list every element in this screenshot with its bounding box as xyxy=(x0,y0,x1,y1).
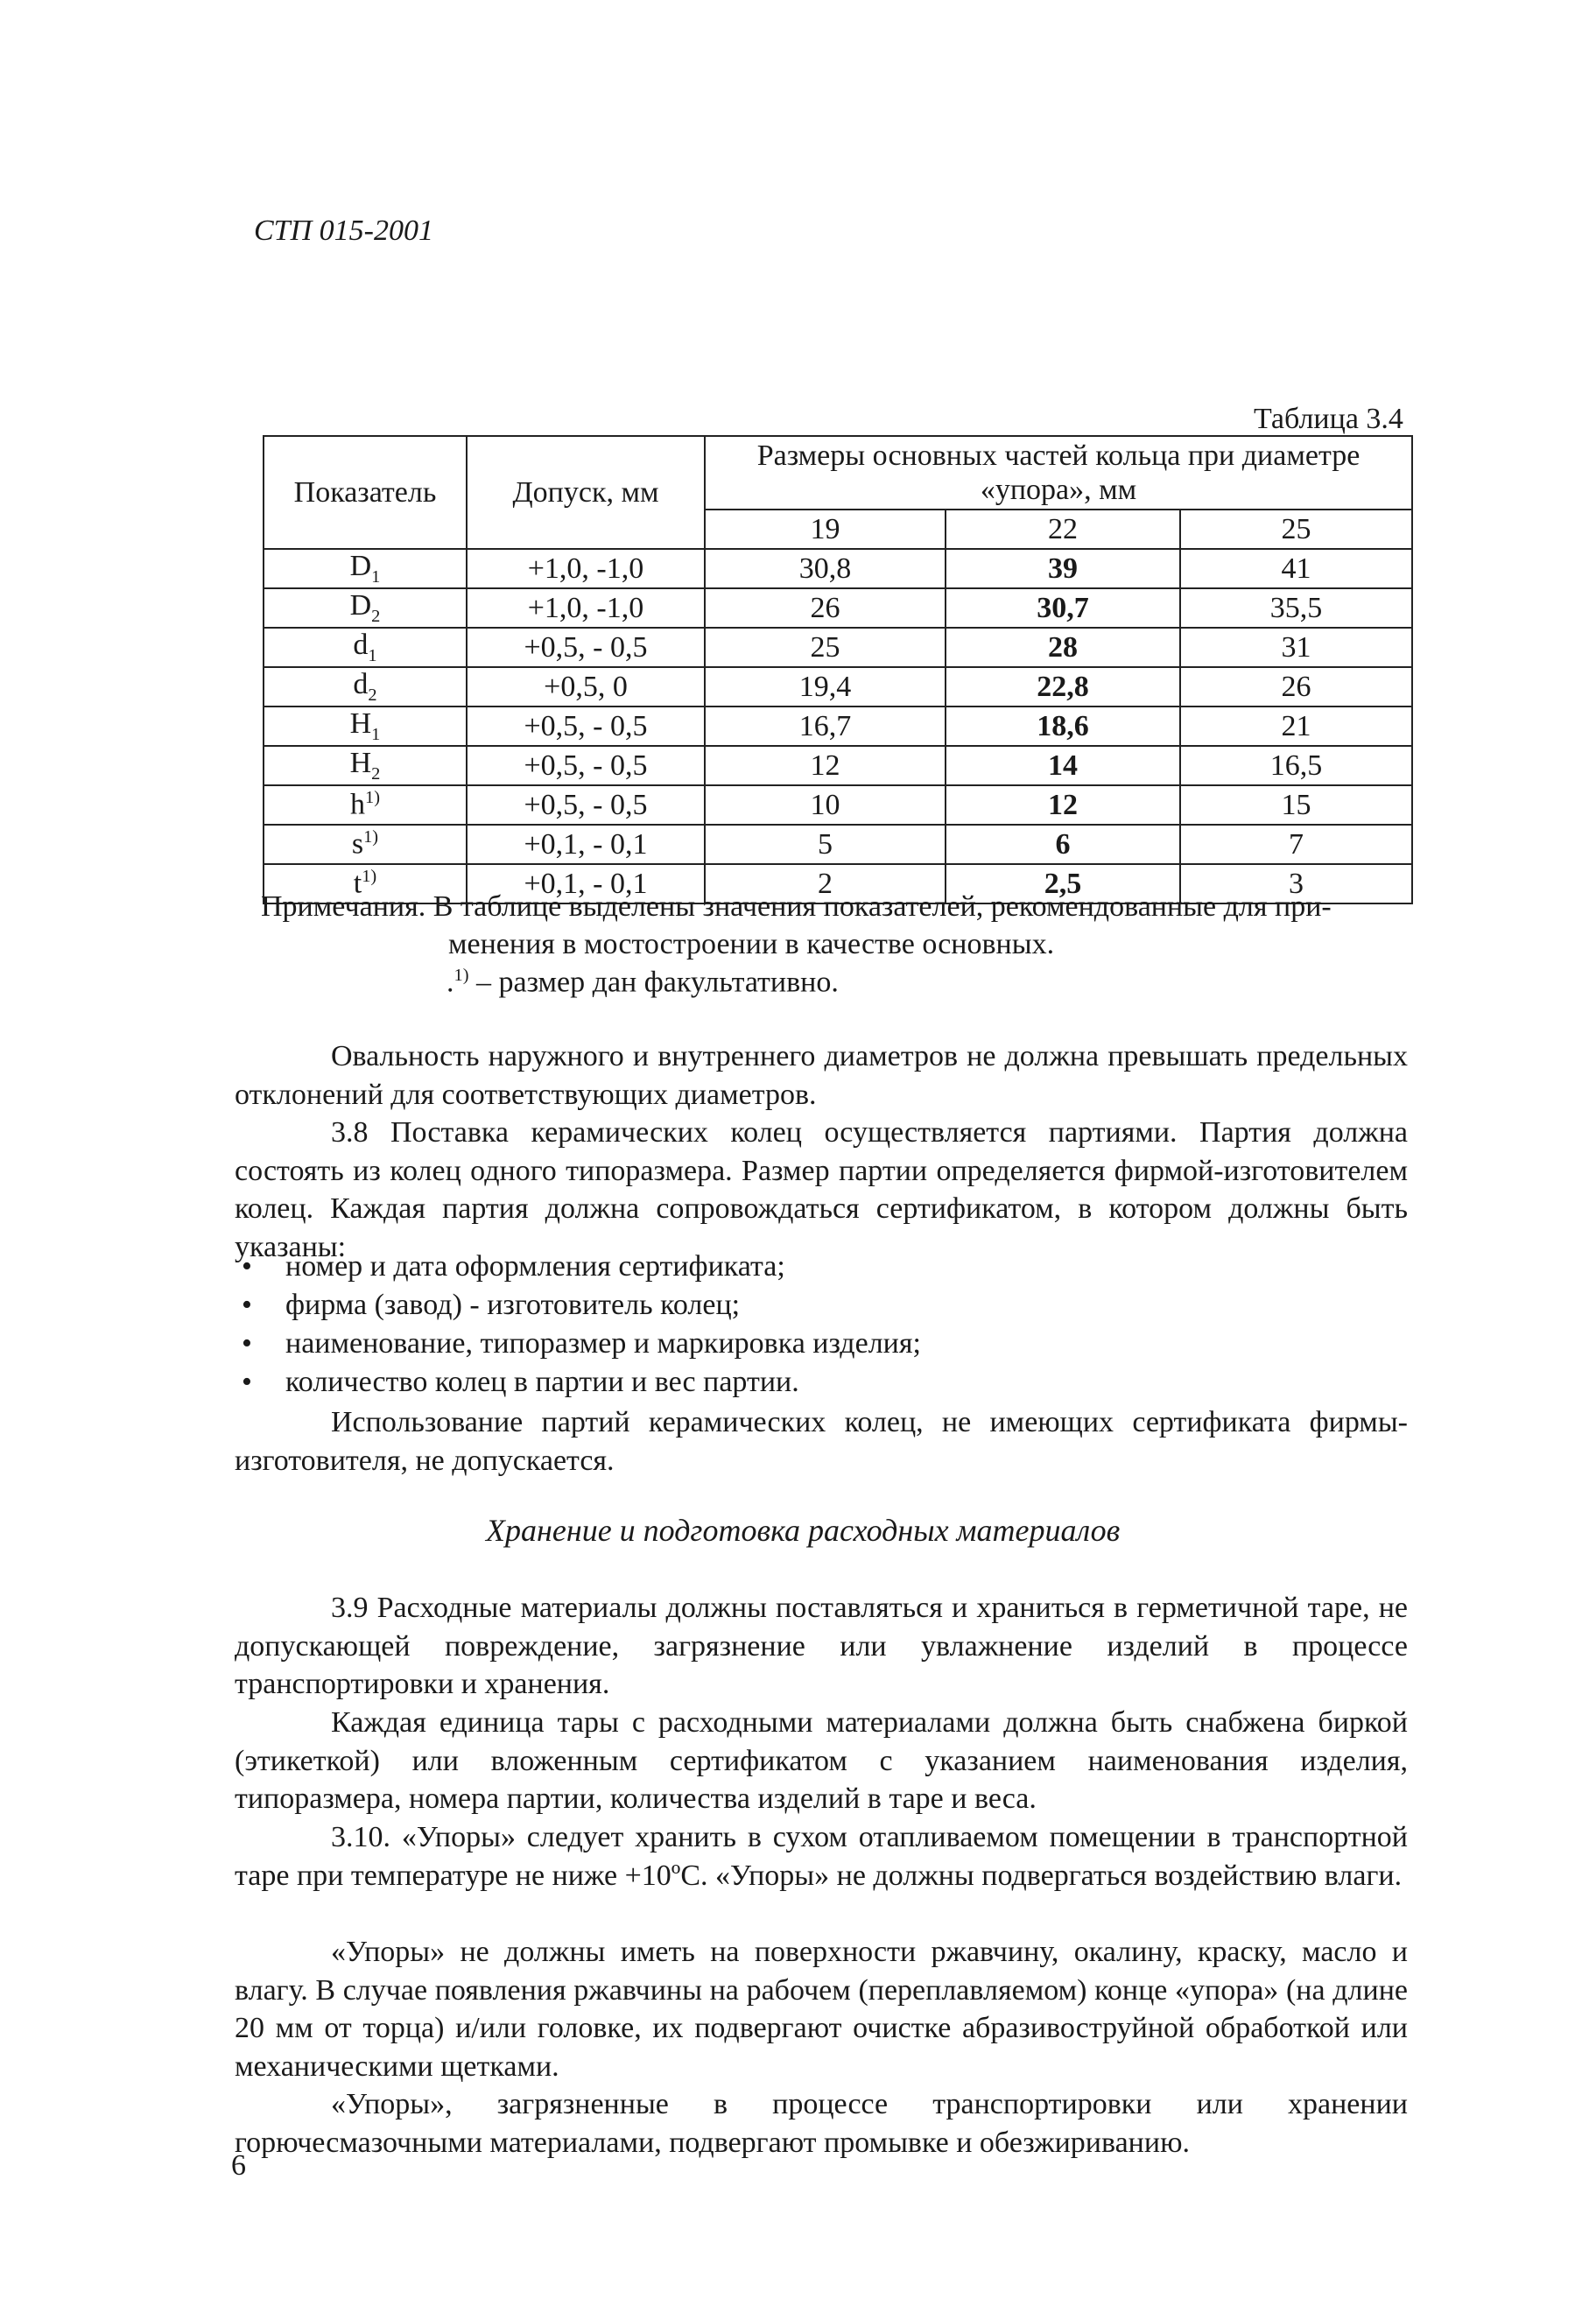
paragraph-container-labeling: Каждая единица тары с расходными материалами должна быть снабжена биркой (этикеткой) или вложенным сертификатом с указанием наименования изделия, типоразмера, номера партии, количества изделий в таре и веса. xyxy=(235,1706,1408,1815)
cell-value-19: 10 xyxy=(705,785,946,825)
cell-tolerance: +0,1, - 0,1 xyxy=(467,864,705,903)
table-row xyxy=(264,588,1412,628)
paragraph-contaminated-stops: «Упоры», загрязненные в процессе транспортировки или хранении горючесмазочными материалами, подвергают промывке и обезжириванию. xyxy=(235,2088,1408,2159)
cell-value-25: 31 xyxy=(1180,628,1412,667)
cell-value-25: 15 xyxy=(1180,785,1412,825)
header-diameter-19: 19 xyxy=(705,510,946,549)
list-item: • номер и дата оформления сертификата; xyxy=(235,1248,921,1286)
cell-tolerance: +1,0, -1,0 xyxy=(467,549,705,588)
cell-indicator: $d_1$ xyxy=(264,628,467,667)
certificate-requirements-list xyxy=(235,1248,921,1402)
cell-value-22: 6 xyxy=(946,825,1180,864)
footnote-prefix: . xyxy=(446,966,454,999)
cell-value-19: 26 xyxy=(705,588,946,628)
cell-tolerance: +0,5, - 0,5 xyxy=(467,746,705,785)
cell-value-19: 16,7 xyxy=(705,707,946,746)
table-caption: Таблица 3.4 xyxy=(1254,403,1403,435)
cell-indicator: $H_2$ xyxy=(264,746,467,785)
paragraph-3-10: 3.10. «Упоры» следует хранить в сухом отапливаемом помещении в транспортной таре при температуре не ниже +10ºС. «Упоры» не должны подвергаться воздействию влаги. xyxy=(235,1821,1408,1892)
header-tolerance: Допуск, мм xyxy=(467,436,705,549)
cell-value-22: 28 xyxy=(946,628,1180,667)
table-header-row xyxy=(264,436,1412,510)
cell-value-25: 41 xyxy=(1180,549,1412,588)
cell-value-25: 16,5 xyxy=(1180,746,1412,785)
cell-value-25: 21 xyxy=(1180,707,1412,746)
cell-indicator: $D_2$ xyxy=(264,588,467,628)
footnote-marker: 1) xyxy=(453,966,469,985)
cell-value-22: 12 xyxy=(946,785,1180,825)
table-row xyxy=(264,746,1412,785)
cell-value-25: 3 xyxy=(1180,864,1412,903)
cell-value-25: 35,5 xyxy=(1180,588,1412,628)
header-dimensions-group: Размеры основных частей кольца при диаметре «упора», мм xyxy=(705,436,1412,510)
cell-value-19: 5 xyxy=(705,825,946,864)
cell-indicator: $s^{1)}$ xyxy=(264,825,467,864)
cell-value-19: 30,8 xyxy=(705,549,946,588)
paragraph-stops-surface: «Упоры» не должны иметь на поверхности ржавчину, окалину, краску, масло и влагу. В случае появления ржавчины на рабочем (переплавляемом) конце «упора» (на длине 20 мм от торца) и/или головке, их подвергают очистке абразивоструйной обработкой или механическими щетками. xyxy=(235,1936,1408,2083)
paragraph-ovality: Овальность наружного и внутреннего диаметров не должна превышать предельных отклонений для соответствующих диаметров. xyxy=(235,1040,1408,1111)
cell-tolerance: +0,5, - 0,5 xyxy=(467,628,705,667)
paragraph-uncertified: Использование партий керамических колец, не имеющих сертификата фирмы-изготовителя, не допускается. xyxy=(235,1406,1408,1477)
cell-value-19: 25 xyxy=(705,628,946,667)
cell-value-25: 26 xyxy=(1180,667,1412,707)
table-row xyxy=(264,628,1412,667)
table-row xyxy=(264,667,1412,707)
notes-line-2: менения в мостостроении в качестве основных. xyxy=(448,928,1055,960)
cell-tolerance: +0,5, 0 xyxy=(467,667,705,707)
cell-value-22: 14 xyxy=(946,746,1180,785)
cell-value-22: 39 xyxy=(946,549,1180,588)
table-row xyxy=(264,707,1412,746)
footnote-text: – размер дан факультативно. xyxy=(468,966,839,999)
cell-value-22: 2,5 xyxy=(946,864,1180,903)
cell-indicator: $t^{1)}$ xyxy=(264,864,467,903)
dimensions-table xyxy=(263,435,1413,904)
cell-value-19: 19,4 xyxy=(705,667,946,707)
cell-tolerance: +0,5, - 0,5 xyxy=(467,707,705,746)
header-diameter-25: 25 xyxy=(1180,510,1412,549)
cell-value-19: 12 xyxy=(705,746,946,785)
header-indicator: Показатель xyxy=(264,436,467,549)
table-row xyxy=(264,825,1412,864)
section-heading: Хранение и подготовка расходных материалов xyxy=(486,1513,1121,1548)
cell-tolerance: +0,1, - 0,1 xyxy=(467,825,705,864)
page-number: 6 xyxy=(231,2149,246,2182)
table-body xyxy=(264,549,1412,903)
cell-value-19: 2 xyxy=(705,864,946,903)
cell-value-22: 18,6 xyxy=(946,707,1180,746)
paragraph-3-9: 3.9 Расходные материалы должны поставляться и храниться в герметичной таре, не допускающей повреждение, загрязнение или увлажнение изделий в процессе транспортировки и хранения. xyxy=(235,1592,1408,1700)
table-row xyxy=(264,549,1412,588)
document-code: СТП 015-2001 xyxy=(254,214,433,247)
cell-value-22: 30,7 xyxy=(946,588,1180,628)
cell-indicator: $h^{1)}$ xyxy=(264,785,467,825)
list-item: • наименование, типоразмер и маркировка изделия; xyxy=(235,1325,921,1363)
notes-line-1: Примечания. В таблице выделены значения показателей, рекомендованные для при- xyxy=(261,890,1332,923)
footnote xyxy=(446,966,839,999)
cell-value-22: 22,8 xyxy=(946,667,1180,707)
cell-indicator: $d_2$ xyxy=(264,667,467,707)
cell-tolerance: +0,5, - 0,5 xyxy=(467,785,705,825)
cell-value-25: 7 xyxy=(1180,825,1412,864)
cell-indicator: $D_1$ xyxy=(264,549,467,588)
table-row xyxy=(264,785,1412,825)
cell-indicator: $H_1$ xyxy=(264,707,467,746)
header-diameter-22: 22 xyxy=(946,510,1180,549)
paragraph-3-8: 3.8 Поставка керамических колец осуществляется партиями. Партия должна состоять из колец одного типоразмера. Размер партии определяется фирмой-изготовителем колец. Каждая партия должна сопровождаться сертификатом, в котором должны быть указаны: xyxy=(235,1116,1408,1263)
list-item: • фирма (завод) - изготовитель колец; xyxy=(235,1286,921,1325)
list-item: • количество колец в партии и вес партии. xyxy=(235,1363,921,1402)
cell-tolerance: +1,0, -1,0 xyxy=(467,588,705,628)
